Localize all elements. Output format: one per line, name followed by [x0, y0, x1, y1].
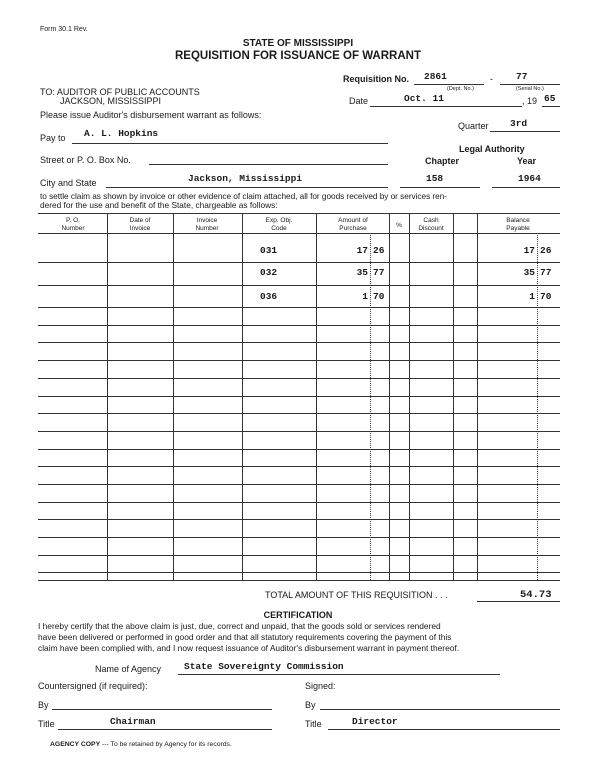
pay-to-value: A. L. Hopkins [84, 128, 159, 139]
total-label: TOTAL AMOUNT OF THIS REQUISITION . . . [265, 590, 448, 600]
certification-line-3: claim have been complied with, and I now request issuance of Auditor's disbursement warrant in payment thereof. [38, 643, 460, 653]
header-invoice-number: Invoice Number [195, 217, 219, 232]
row-1-amount-cents: 26 [373, 245, 385, 256]
requisition-serial-no: 77 [516, 71, 528, 82]
legal-authority-title: Legal Authority [459, 144, 525, 154]
legal-year-label: Year [517, 156, 537, 166]
document-title: REQUISITION FOR ISSUANCE OF WARRANT [175, 50, 421, 62]
header-amount-of-purchase: Amount of Purchase [338, 217, 368, 232]
instruction-text: Please issue Auditor's disbursement warrant as follows: [40, 110, 262, 120]
form-number: Form 30.1 Rev. [40, 26, 88, 33]
street-label: Street or P. O. Box No. [40, 155, 131, 165]
title-label-right: Title [305, 719, 322, 729]
dept-no-caption: (Dept. No.) [447, 86, 474, 92]
quarter-value: 3rd [510, 118, 528, 129]
row-2-amount-dollars: 35 [356, 267, 368, 278]
row-3-balance-dollars: 1 [529, 291, 535, 302]
header-exp-obj-code: Exp. Obj. Code [265, 217, 293, 232]
settle-text-line-1: to settle claim as shown by invoice or other evidence of claim attached, all for goods received by or services ren- [40, 191, 447, 201]
signed-label: Signed: [305, 681, 336, 691]
row-1-balance-cents: 26 [540, 245, 552, 256]
agency-copy-label: AGENCY COPY [50, 741, 101, 748]
year-value: 65 [544, 93, 556, 104]
footer-note [50, 741, 232, 748]
row-3-amount-cents: 70 [373, 291, 385, 302]
header-balance-payable: Balance Payable [506, 217, 530, 232]
row-2-exp-code: 032 [260, 267, 278, 278]
title-label-left: Title [38, 719, 55, 729]
title-value-right: Director [352, 716, 398, 727]
city-label: City and State [40, 178, 97, 188]
chapter-value: 158 [426, 173, 444, 184]
requisition-label: Requisition No. [343, 74, 409, 84]
header-date-of-invoice: Date of Invoice [129, 217, 151, 232]
settle-text-line-2: dered for the use and benefit of the State, chargeable as follows: [40, 200, 278, 210]
by-label-right: By [305, 700, 316, 710]
row-2-balance-dollars: 35 [523, 267, 535, 278]
row-1-amount-dollars: 17 [356, 245, 368, 256]
certification-title: CERTIFICATION [263, 610, 333, 620]
row-3-amount-dollars: 1 [362, 291, 368, 302]
by-label-left: By [38, 700, 49, 710]
row-3-exp-code: 036 [260, 291, 278, 302]
city-value: Jackson, Mississippi [188, 173, 303, 184]
agency-copy-text: --- To be retained by Agency for its records. [100, 741, 232, 748]
state-title: STATE OF MISSISSIPPI [242, 38, 354, 49]
row-1-balance-dollars: 17 [523, 245, 535, 256]
certification-line-1: I hereby certify that the above claim is just, due, correct and unpaid, that the goods sold or services rendered [38, 621, 441, 631]
row-2-amount-cents: 77 [373, 267, 385, 278]
total-value: 54.73 [520, 589, 552, 601]
certification-line-2: have been delivered or performed in good order and that all statutory requirements covering the payment of this [38, 632, 452, 642]
countersigned-label: Countersigned (if required): [38, 681, 148, 691]
to-line-2: JACKSON, MISSISSIPPI [60, 96, 162, 106]
pay-to-label: Pay to [40, 133, 66, 143]
header-cash-discount: Cash Discount [418, 217, 444, 232]
to-line-1: TO: AUDITOR OF PUBLIC ACCOUNTS [40, 87, 200, 97]
chapter-label: Chapter [425, 156, 460, 166]
row-3-balance-cents: 70 [540, 291, 552, 302]
year-prefix: , 19 [522, 96, 538, 106]
serial-no-caption: (Serial No.) [516, 86, 544, 92]
title-value-left: Chairman [110, 716, 156, 727]
requisition-dept-no: 2861 [424, 71, 447, 82]
agency-name-label: Name of Agency [95, 664, 162, 674]
header-po-number: P. O. Number [61, 217, 85, 232]
agency-name-value: State Sovereignty Commission [184, 661, 344, 672]
header-percent: % [396, 222, 402, 229]
date-value: Oct. 11 [404, 93, 444, 104]
legal-year-value: 1964 [518, 173, 541, 184]
row-1-exp-code: 031 [260, 245, 278, 256]
quarter-label: Quarter [458, 121, 489, 131]
row-2-balance-cents: 77 [540, 267, 552, 278]
date-label: Date [349, 96, 369, 106]
